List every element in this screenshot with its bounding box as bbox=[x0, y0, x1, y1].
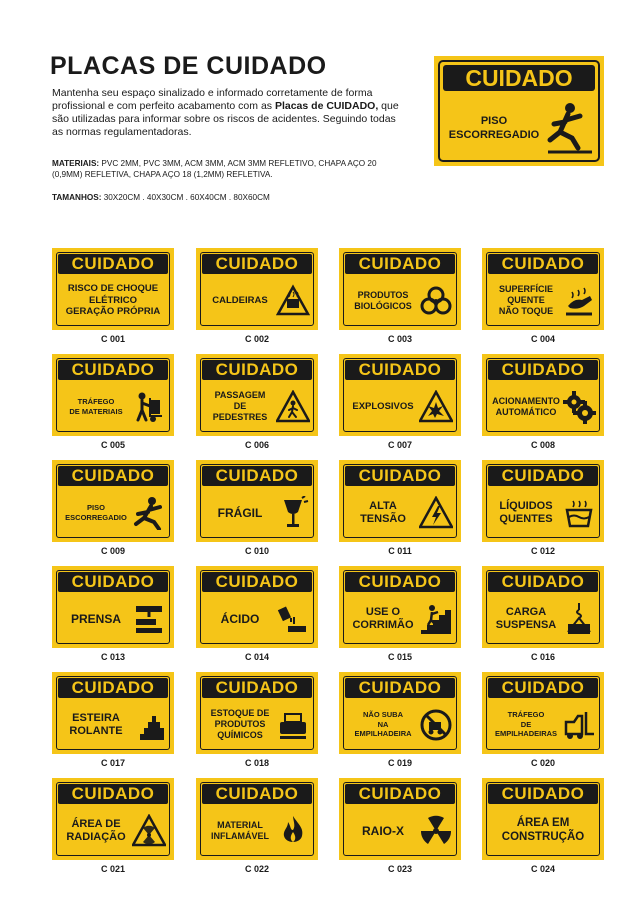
sign-c019 bbox=[339, 672, 461, 754]
sign-banner: CUIDADO bbox=[345, 466, 455, 486]
sign-code: C 013 bbox=[100, 652, 126, 662]
sign-banner: CUIDADO bbox=[58, 572, 168, 592]
sign-text bbox=[60, 712, 132, 738]
sign-code: C 007 bbox=[387, 440, 413, 450]
sign-text-line: ESTEIRA bbox=[72, 711, 120, 724]
sign-text bbox=[347, 824, 419, 838]
sign-code: C 006 bbox=[244, 440, 270, 450]
intro-post: que são utilizadas para informar sobre os riscos de acidentes. Seguindo todas as normas regulamentadoras. bbox=[52, 100, 399, 138]
sign-c003 bbox=[339, 248, 461, 330]
sign-c013 bbox=[52, 566, 174, 648]
materials-line bbox=[52, 158, 382, 180]
sign-banner: CUIDADO bbox=[345, 784, 455, 804]
sign-text bbox=[60, 818, 132, 844]
sign-body bbox=[60, 490, 166, 535]
sign-text-line: AUTOMÁTICO bbox=[495, 406, 557, 417]
sign-text-line: TRÁFEGO bbox=[507, 710, 545, 720]
sign-c024 bbox=[482, 778, 604, 860]
hero-line2: ESCORREGADIO bbox=[448, 129, 540, 141]
sign-body bbox=[490, 384, 596, 429]
sign-c001 bbox=[52, 248, 174, 330]
sign-text bbox=[490, 817, 596, 844]
sign-banner: CUIDADO bbox=[58, 466, 168, 486]
sign-text-line: PASSAGEM bbox=[214, 390, 266, 400]
sign-code: C 017 bbox=[100, 758, 126, 768]
sign-text-line: EXPLOSIVOS bbox=[352, 400, 414, 412]
sign-c022 bbox=[196, 778, 318, 860]
sign-text-line: CONSTRUÇÃO bbox=[501, 830, 585, 843]
sign-body bbox=[347, 808, 453, 853]
sign-c020 bbox=[482, 672, 604, 754]
sign-code: C 008 bbox=[530, 440, 556, 450]
sign-text-line: SUPERFÍCIE bbox=[498, 284, 553, 294]
sign-c006 bbox=[196, 354, 318, 436]
sign-text bbox=[347, 500, 419, 526]
sign-banner: CUIDADO bbox=[202, 572, 312, 592]
sign-c021 bbox=[52, 778, 174, 860]
sign-code: C 012 bbox=[530, 546, 556, 556]
sign-banner: CUIDADO bbox=[345, 360, 455, 380]
sign-code: C 016 bbox=[530, 652, 556, 662]
sign-code: C 015 bbox=[387, 652, 413, 662]
sign-body bbox=[60, 702, 166, 747]
sign-code: C 021 bbox=[100, 864, 126, 874]
sign-text bbox=[490, 710, 562, 739]
sign-c008 bbox=[482, 354, 604, 436]
sign-banner: CUIDADO bbox=[202, 784, 312, 804]
sign-text-line: QUÍMICOS bbox=[217, 730, 263, 740]
intro-pre: Mantenha seu espaço sinalizado e informado corretamente de forma profissional e com perfeito acabamento com as bbox=[52, 87, 373, 112]
sign-code: C 024 bbox=[530, 864, 556, 874]
forklift-icon bbox=[562, 708, 596, 742]
chemical-storage-icon bbox=[276, 708, 310, 742]
sign-code: C 011 bbox=[388, 546, 412, 556]
sign-body bbox=[204, 702, 310, 747]
sign-text-line: CALDEIRAS bbox=[212, 294, 268, 306]
flame-icon bbox=[276, 814, 310, 848]
sign-text bbox=[60, 503, 132, 522]
sign-text-line: LÍQUIDOS bbox=[499, 499, 553, 512]
sizes-label: TAMANHOS: bbox=[52, 193, 102, 202]
sign-text bbox=[490, 606, 562, 632]
sign-body bbox=[204, 278, 310, 323]
sign-code: C 020 bbox=[530, 758, 556, 768]
hand-truck-icon bbox=[132, 390, 166, 424]
sign-text-line: EMPILHADEIRAS bbox=[494, 729, 558, 739]
sign-c017 bbox=[52, 672, 174, 754]
sign-code: C 018 bbox=[244, 758, 270, 768]
sign-code: C 001 bbox=[100, 334, 126, 344]
sign-c007 bbox=[339, 354, 461, 436]
suspended-load-icon bbox=[562, 602, 596, 636]
sign-banner: CUIDADO bbox=[202, 360, 312, 380]
sign-text-line: RADIAÇÃO bbox=[66, 830, 126, 843]
sign-text-line: PEDESTRES bbox=[212, 412, 268, 422]
sign-banner: CUIDADO bbox=[488, 254, 598, 274]
sign-body bbox=[347, 702, 453, 747]
sign-text bbox=[347, 290, 419, 312]
sign-body bbox=[347, 596, 453, 641]
sign-text bbox=[490, 396, 562, 418]
materials-label: MATERIAIS: bbox=[52, 159, 100, 168]
page-title: PLACAS DE CUIDADO bbox=[50, 52, 327, 80]
sign-code: C 005 bbox=[100, 440, 126, 450]
sign-text-line: ÁCIDO bbox=[220, 611, 260, 626]
sign-code: C 014 bbox=[244, 652, 270, 662]
sign-c005 bbox=[52, 354, 174, 436]
sign-banner: CUIDADO bbox=[58, 254, 168, 274]
sign-c009 bbox=[52, 460, 174, 542]
sizes-line bbox=[52, 193, 270, 202]
sign-text-line: DE bbox=[233, 401, 247, 411]
sign-banner: CUIDADO bbox=[488, 466, 598, 486]
sign-body bbox=[204, 490, 310, 535]
sizes-text: 30X20CM . 40X30CM . 60X40CM . 80X60CM bbox=[101, 193, 270, 202]
sign-body bbox=[204, 596, 310, 641]
sign-code: C 022 bbox=[244, 864, 270, 874]
sign-text-line: SUSPENSA bbox=[495, 618, 557, 631]
handrail-stairs-icon bbox=[419, 602, 453, 636]
sign-text bbox=[204, 506, 276, 520]
sign-text bbox=[204, 708, 276, 741]
sign-text-line: EMPILHADEIRA bbox=[354, 729, 412, 739]
sign-text-line: CORRIMÃO bbox=[352, 618, 414, 631]
sign-text bbox=[490, 284, 562, 317]
boiler-warning-icon bbox=[276, 284, 310, 318]
sign-c016 bbox=[482, 566, 604, 648]
sign-c002 bbox=[196, 248, 318, 330]
sign-banner: CUIDADO bbox=[488, 572, 598, 592]
sign-body bbox=[490, 596, 596, 641]
sign-text-line: BIOLÓGICOS bbox=[354, 300, 412, 311]
sign-text-line: NA bbox=[377, 719, 389, 729]
sign-text bbox=[60, 612, 132, 626]
hero-sign bbox=[434, 56, 604, 166]
sign-text bbox=[204, 820, 276, 842]
sign-text bbox=[204, 612, 276, 626]
sign-text bbox=[204, 390, 276, 423]
sign-text-line: INFLAMÁVEL bbox=[211, 830, 269, 841]
sign-text bbox=[347, 710, 419, 739]
radiation-warning-icon bbox=[132, 814, 166, 848]
sign-banner: CUIDADO bbox=[202, 466, 312, 486]
radiation-icon bbox=[419, 814, 453, 848]
sign-banner: CUIDADO bbox=[58, 360, 168, 380]
sign-text bbox=[347, 401, 419, 413]
sign-body bbox=[60, 278, 166, 323]
sign-c023 bbox=[339, 778, 461, 860]
sign-text-line: ROLANTE bbox=[69, 724, 123, 737]
sign-text-line: ACIONAMENTO bbox=[492, 395, 560, 406]
sign-text-line: PRENSA bbox=[70, 611, 121, 626]
sign-text-line: NÃO SUBA bbox=[362, 710, 403, 720]
sign-text bbox=[204, 295, 276, 307]
sign-banner: CUIDADO bbox=[345, 678, 455, 698]
sign-text-line: ELÉTRICO bbox=[88, 294, 138, 306]
sign-text-line: RISCO DE CHOQUE bbox=[67, 283, 159, 295]
sign-c004 bbox=[482, 248, 604, 330]
sign-code: C 009 bbox=[100, 546, 126, 556]
sign-banner: CUIDADO bbox=[488, 784, 598, 804]
sign-body bbox=[490, 278, 596, 323]
no-forklift-riding-icon bbox=[419, 708, 453, 742]
escalator-icon bbox=[132, 708, 166, 742]
sign-text-line: ESTOQUE DE bbox=[210, 708, 270, 718]
sign-text-line: RAIO-X bbox=[362, 823, 404, 838]
sign-body bbox=[347, 278, 453, 323]
sign-body bbox=[490, 490, 596, 535]
sign-text-line: GERAÇÃO PRÓPRIA bbox=[65, 306, 161, 318]
sign-banner: CUIDADO bbox=[488, 360, 598, 380]
sign-c018 bbox=[196, 672, 318, 754]
sign-code: C 023 bbox=[387, 864, 413, 874]
sign-code: C 010 bbox=[244, 546, 270, 556]
sign-c014 bbox=[196, 566, 318, 648]
sign-c011 bbox=[339, 460, 461, 542]
hero-line1: PISO bbox=[480, 115, 508, 127]
sign-text-line: PRODUTOS bbox=[214, 719, 266, 729]
sign-c012 bbox=[482, 460, 604, 542]
sign-text-line: FRÁGIL bbox=[217, 505, 263, 520]
sign-text-line: DE bbox=[520, 719, 532, 729]
gears-icon bbox=[562, 390, 596, 424]
sign-body bbox=[204, 384, 310, 429]
sign-text-line: CARGA bbox=[505, 605, 547, 618]
sign-text bbox=[60, 397, 132, 416]
sign-body bbox=[60, 384, 166, 429]
sign-text bbox=[490, 500, 562, 526]
sign-text-line: QUENTE bbox=[507, 295, 545, 305]
sign-text-line: PISO bbox=[87, 503, 105, 512]
sign-body bbox=[347, 384, 453, 429]
slipping-person-icon bbox=[132, 496, 166, 530]
sign-body bbox=[490, 808, 596, 853]
sign-code: C 019 bbox=[387, 758, 413, 768]
sign-text-line: ESCORREGADIO bbox=[65, 512, 127, 522]
sign-code: C 004 bbox=[530, 334, 556, 344]
explosion-warning-icon bbox=[419, 390, 453, 424]
hero-banner: CUIDADO bbox=[465, 65, 573, 91]
sign-text-line: USE O bbox=[365, 605, 401, 618]
sign-body bbox=[60, 808, 166, 853]
sign-text bbox=[60, 283, 166, 318]
sign-text-line: ÁREA EM bbox=[516, 817, 570, 829]
sign-text-line: TRÁFEGO bbox=[77, 397, 115, 406]
sign-text-line: QUENTES bbox=[499, 512, 553, 525]
sign-banner: CUIDADO bbox=[58, 678, 168, 698]
sign-text bbox=[347, 606, 419, 632]
hot-liquid-icon bbox=[562, 496, 596, 530]
broken-glass-icon bbox=[276, 496, 310, 530]
press-hand-icon bbox=[132, 602, 166, 636]
biohazard-icon bbox=[419, 284, 453, 318]
sign-text-line: DE MATERIAIS bbox=[69, 406, 123, 416]
sign-body bbox=[347, 490, 453, 535]
sign-banner: CUIDADO bbox=[202, 678, 312, 698]
intro-bold: Placas de CUIDADO, bbox=[274, 100, 379, 112]
sign-text-line: ÁREA DE bbox=[71, 817, 121, 830]
corrosive-icon bbox=[276, 602, 310, 636]
sign-body bbox=[60, 596, 166, 641]
sign-text-line: ALTA bbox=[369, 499, 397, 512]
sign-banner: CUIDADO bbox=[488, 678, 598, 698]
materials-text: PVC 2MM, PVC 3MM, ACM 3MM, ACM 3MM REFLETIVO, CHAPA AÇO 20 (0,9MM) REFLETIVA, CHAPA AÇO 18 (1,2MM) REFLETIVA. bbox=[52, 159, 377, 179]
high-voltage-icon bbox=[419, 496, 453, 530]
sign-text-line: TENSÃO bbox=[360, 512, 406, 525]
sign-code: C 003 bbox=[387, 334, 413, 344]
sign-banner: CUIDADO bbox=[345, 572, 455, 592]
intro-text bbox=[52, 87, 402, 139]
sign-body bbox=[204, 808, 310, 853]
sign-text-line: MATERIAL bbox=[217, 819, 263, 830]
sign-text-line: NÃO TOQUE bbox=[498, 306, 554, 316]
sign-banner: CUIDADO bbox=[58, 784, 168, 804]
sign-c010 bbox=[196, 460, 318, 542]
sign-banner: CUIDADO bbox=[202, 254, 312, 274]
sign-c015 bbox=[339, 566, 461, 648]
sign-banner: CUIDADO bbox=[345, 254, 455, 274]
sign-body bbox=[490, 702, 596, 747]
hot-surface-icon bbox=[562, 284, 596, 318]
sign-code: C 002 bbox=[244, 334, 270, 344]
sign-text-line: PRODUTOS bbox=[357, 289, 409, 300]
pedestrian-warning-icon bbox=[276, 390, 310, 424]
